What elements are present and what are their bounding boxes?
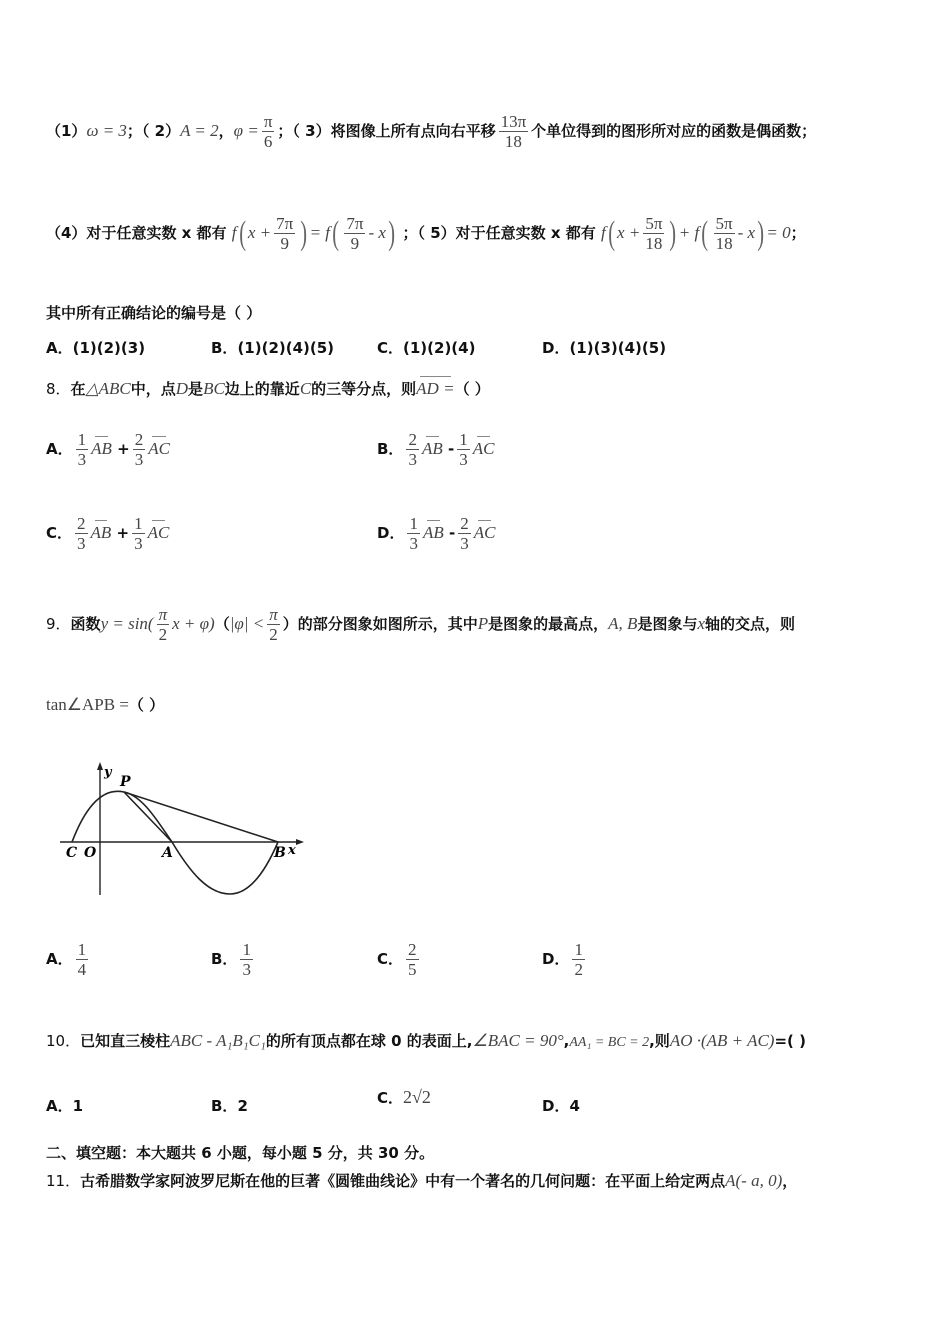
den: 18: [645, 234, 663, 253]
shift-numerator: 13π: [500, 112, 527, 131]
option-text: 1: [72, 1097, 84, 1115]
cond-frac: [267, 605, 280, 644]
label-o: O: [84, 845, 97, 861]
coef-2: [133, 430, 146, 469]
coef-1: [407, 514, 420, 553]
num: 1: [77, 940, 87, 959]
option-label: D．: [542, 950, 570, 968]
num: π: [158, 605, 168, 624]
q7-stem: 其中所有正确结论的编号是（ ）: [46, 304, 262, 322]
option-label: D．: [542, 339, 570, 357]
q11-stem: [46, 1170, 797, 1191]
item-4-text: （4）对于任意实数 x 都有: [46, 224, 227, 242]
vector-ab: AB: [421, 439, 443, 458]
den: 3: [134, 534, 143, 553]
q10-option-d[interactable]: [542, 1095, 580, 1116]
phi-expr: φ =: [233, 121, 259, 140]
option-text: 2√2: [403, 1087, 431, 1107]
coef-1: [406, 430, 419, 469]
minus-x: - x: [368, 223, 386, 242]
option-label: D．: [542, 1097, 570, 1115]
text: ,则: [649, 1032, 670, 1050]
point-c: C: [299, 379, 312, 398]
num: 2: [408, 430, 417, 449]
vector-ab: AB: [422, 523, 444, 542]
text: 轴的交点，则: [705, 615, 796, 633]
question-number: 9．: [46, 615, 71, 633]
label-p: P: [120, 774, 131, 790]
coef-1: [76, 430, 89, 469]
text: 是图象的最高点，: [488, 615, 609, 633]
operator: -: [447, 440, 455, 458]
q9-option-b[interactable]: [211, 940, 256, 979]
num: 7π: [346, 214, 364, 233]
end: ；: [790, 224, 806, 242]
frac-5pi-18-b: [714, 214, 735, 253]
function-expr: y = sin(: [100, 614, 154, 633]
q7-option-c[interactable]: [377, 337, 475, 358]
vector-ab: AB: [91, 439, 112, 458]
item-3-tail: 个单位得到的图形所对应的函数是偶函数；: [531, 122, 817, 140]
operator: +: [117, 440, 130, 458]
den: 3: [77, 534, 86, 553]
statement-line-2: [46, 214, 806, 253]
label-c: C: [66, 845, 78, 861]
option-label: D．: [377, 524, 405, 542]
coef-2: [132, 514, 145, 553]
statement-line-1: [46, 112, 816, 151]
num: 2: [77, 514, 86, 533]
operator: +: [116, 524, 130, 542]
q7-option-d[interactable]: [542, 337, 666, 358]
den: 18: [715, 234, 733, 253]
text: 的三等分点，则: [311, 380, 417, 398]
den: 3: [460, 534, 469, 553]
text: 是图象与: [637, 615, 698, 633]
paren: (: [332, 214, 340, 252]
option-text: (1)(2)(4): [403, 339, 476, 357]
frac-7pi-9-b: [344, 214, 365, 253]
phi-numerator: π: [263, 112, 273, 131]
coef-2: [458, 514, 471, 553]
coef-1: [75, 514, 88, 553]
prism-expr: ABC - A₁B₁C₁: [170, 1031, 266, 1050]
num: π: [269, 605, 278, 624]
den: 5: [408, 960, 417, 979]
num: 2: [460, 514, 469, 533]
paren: (: [607, 214, 615, 252]
triangle-abc: △ABC: [85, 379, 131, 398]
option-fraction: [240, 940, 253, 979]
vector-ac: AC: [148, 439, 170, 458]
label-x: x: [288, 843, 296, 858]
amplitude-expr: A = 2: [180, 121, 219, 140]
den: 3: [242, 960, 251, 979]
text: ）的部分图象如图所示，其中: [282, 615, 478, 633]
option-label: B．: [211, 1097, 238, 1115]
num: 7π: [276, 214, 294, 233]
frac-7pi-9: [274, 214, 295, 253]
num: 2: [134, 430, 144, 449]
text: 函数: [70, 615, 101, 633]
den: 2: [158, 625, 168, 644]
q10-option-c[interactable]: [377, 1087, 431, 1108]
paren: ): [669, 214, 677, 252]
option-label: B．: [211, 339, 238, 357]
answer-blank: =( ): [774, 1032, 806, 1050]
option-label: C．: [377, 1089, 404, 1107]
option-label: A．: [46, 440, 73, 458]
f-symbol: f: [231, 223, 237, 242]
label-b: B: [274, 845, 286, 861]
q7-option-b[interactable]: [211, 337, 334, 358]
option-text: (1)(2)(3): [72, 339, 146, 357]
paren: (: [701, 214, 709, 252]
vector-ac: AC: [472, 439, 495, 458]
x-plus: x +: [247, 223, 272, 242]
den: 3: [459, 450, 468, 469]
item-3-text: ；（ 3）将图像上所有点向右平移: [277, 122, 496, 140]
option-label: A．: [46, 339, 73, 357]
sine-graph-figure: [58, 760, 308, 900]
question-number: 10．: [46, 1032, 81, 1050]
option-text: (1)(2)(4)(5): [237, 339, 335, 357]
point-p: P: [477, 614, 489, 633]
q9-option-a[interactable]: [46, 940, 91, 979]
text: （: [214, 615, 230, 633]
option-label: B．: [211, 950, 238, 968]
text: 已知直三棱柱: [80, 1032, 171, 1050]
q10-stem: [46, 1030, 806, 1051]
point-d: D: [175, 379, 189, 398]
q9-option-d[interactable]: [542, 940, 588, 979]
section-2-heading: 二、填空题：本大题共 6 小题，每小题 5 分，共 30 分。: [46, 1144, 435, 1162]
question-number: 11．: [46, 1172, 81, 1190]
angle-expr: ∠BAC = 90°: [472, 1031, 564, 1050]
option-label: C．: [377, 339, 404, 357]
den: 4: [77, 960, 87, 979]
paren: ): [757, 214, 765, 252]
q8-option-b[interactable]: [377, 430, 494, 469]
text: 中，点: [130, 380, 176, 398]
dot-product-expr: AO ·(AB + AC): [669, 1031, 775, 1050]
phi-denominator: 6: [263, 132, 273, 151]
item-5-text: ；（ 5）对于任意实数 x 都有: [402, 224, 596, 242]
option-text: (1)(3)(4)(5): [569, 339, 667, 357]
num: 5π: [645, 214, 663, 233]
f-symbol: f: [600, 223, 606, 242]
option-label: C．: [46, 524, 73, 542]
num: 1: [242, 940, 251, 959]
question-number: 8．: [46, 380, 71, 398]
segment-bc: BC: [203, 379, 225, 398]
den: 3: [134, 450, 144, 469]
q9-stem-2: [46, 694, 164, 715]
den: 2: [269, 625, 278, 644]
den: 9: [350, 234, 360, 253]
vector-ac: AC: [147, 523, 170, 542]
vector-ad: AD =: [416, 379, 455, 398]
num: 5π: [715, 214, 733, 233]
frac-5pi-18: [643, 214, 664, 253]
option-label: A．: [46, 950, 73, 968]
den: 3: [408, 450, 417, 469]
num: 1: [574, 940, 583, 959]
text: 在: [70, 380, 86, 398]
q10-option-a[interactable]: [46, 1095, 83, 1116]
q9-option-c[interactable]: [377, 940, 422, 979]
option-label: C．: [377, 950, 404, 968]
label-y: y: [104, 765, 112, 780]
x-axis-arrow-icon: [296, 839, 304, 845]
option-fraction: [76, 940, 89, 979]
paren: ): [300, 214, 308, 252]
text: ,: [563, 1032, 570, 1050]
option-label: A．: [46, 1097, 73, 1115]
num: 2: [408, 940, 417, 959]
option-text: 2: [237, 1097, 248, 1115]
paren: ): [388, 214, 395, 252]
q8-option-d[interactable]: [377, 514, 495, 553]
function-tail: x + φ): [172, 614, 215, 633]
y-axis-arrow-icon: [97, 762, 103, 770]
plus-f: + f: [678, 223, 700, 242]
den: 9: [280, 234, 289, 253]
den: 3: [77, 450, 87, 469]
coef-2: [457, 430, 470, 469]
q9-stem: [46, 605, 795, 644]
num: 1: [459, 430, 468, 449]
answer-blank: （ ）: [454, 380, 490, 398]
eq-zero: = 0: [766, 223, 791, 242]
q8-stem: [46, 378, 490, 399]
option-fraction: [572, 940, 585, 979]
option-label: B．: [377, 440, 404, 458]
text: ，: [782, 1172, 798, 1190]
point-a-expr: A(- a, 0): [725, 1171, 783, 1190]
option-text: 4: [569, 1097, 580, 1115]
separator: ，: [218, 122, 234, 140]
vector-ac: AC: [473, 523, 496, 542]
points-ab: A, B: [608, 614, 638, 633]
paren: (: [238, 214, 246, 252]
den: 3: [409, 534, 418, 553]
item-1-label: （1）: [46, 122, 87, 140]
shift-denominator: 18: [504, 132, 522, 151]
edges-expr: AA₁ = BC = 2: [569, 1035, 650, 1050]
phi-condition: |φ| <: [229, 614, 265, 633]
omega-expr: ω = 3: [86, 121, 127, 140]
q8-option-c[interactable]: [46, 514, 169, 553]
text: 边上的靠近: [224, 380, 300, 398]
text: 古希腊数学家阿波罗尼斯在他的巨著《圆锥曲线论》中有一个著名的几何问题：在平面上给定两点: [80, 1172, 726, 1190]
text: 的所有顶点都在球 0 的表面上,: [265, 1032, 473, 1050]
vector-ab: AB: [90, 523, 112, 542]
eq-f: = f: [309, 223, 331, 242]
phi-fraction: [262, 112, 275, 151]
num: 1: [77, 430, 87, 449]
operator: -: [448, 524, 456, 542]
item-2-label: ；（ 2）: [126, 122, 181, 140]
x-var: x: [697, 614, 706, 633]
minus-x: - x: [737, 223, 756, 242]
coef-frac: [157, 605, 170, 644]
x-plus: x +: [617, 223, 641, 242]
text: 是: [188, 380, 204, 398]
q7-option-a[interactable]: [46, 337, 145, 358]
option-fraction: [406, 940, 419, 979]
num: 1: [134, 514, 143, 533]
q8-option-a[interactable]: [46, 430, 170, 469]
q10-option-b[interactable]: [211, 1095, 248, 1116]
tan-expr: tan∠APB =: [46, 695, 129, 714]
num: 1: [409, 514, 418, 533]
answer-blank: （ ）: [128, 696, 165, 714]
den: 2: [574, 960, 583, 979]
shift-fraction: [499, 112, 529, 151]
label-a: A: [162, 845, 173, 861]
